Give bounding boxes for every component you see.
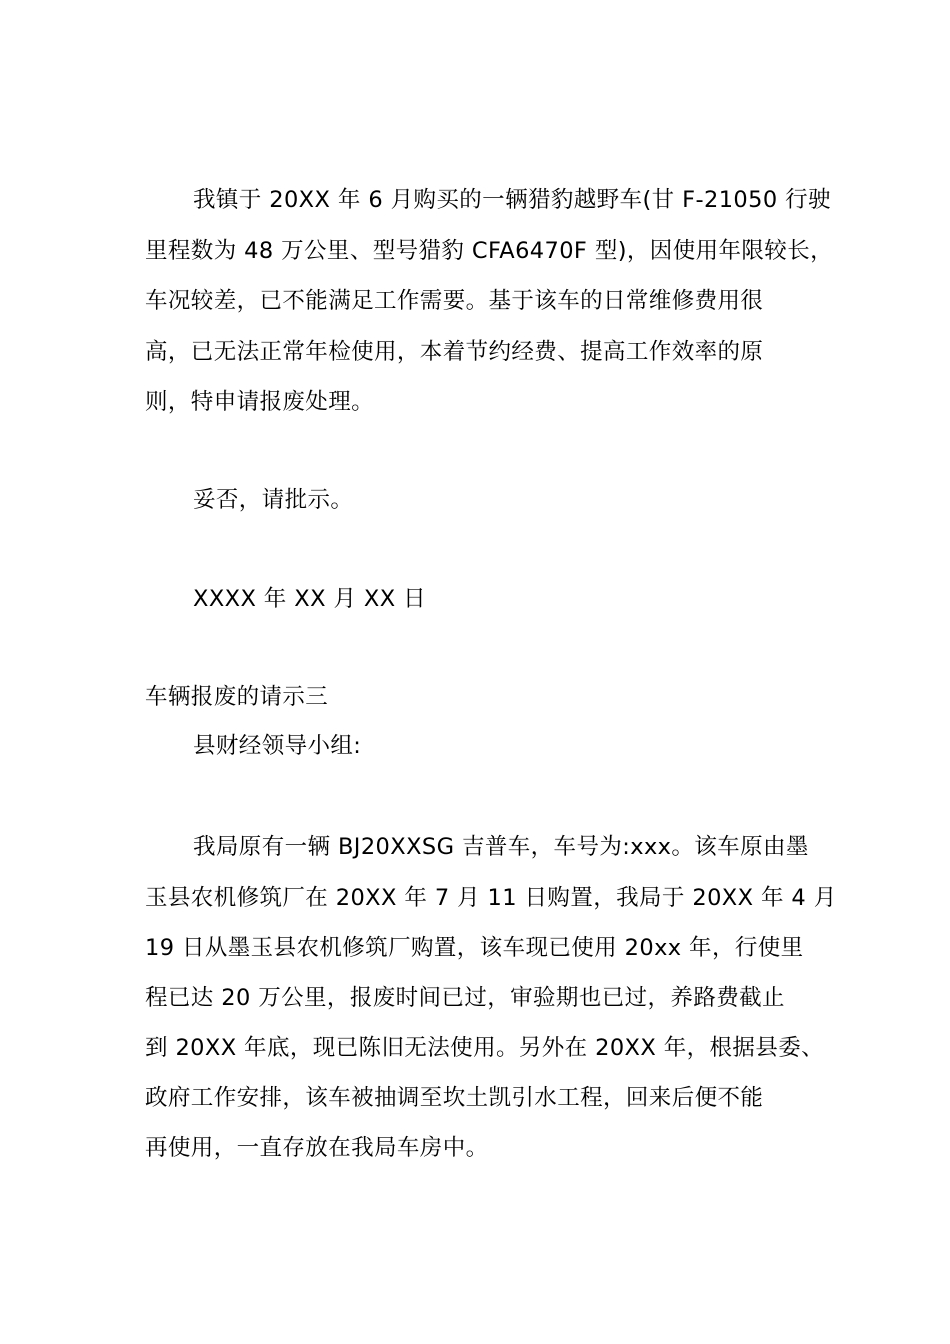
paragraph-2-line-5: 到 20XX 年底，现已陈旧无法使用。另外在 20XX 年，根据县委、 [145, 1035, 825, 1061]
salutation: 县财经领导小组: [193, 733, 362, 759]
section-title: 车辆报废的请示三 [145, 684, 329, 710]
paragraph-1-line-3: 车况较差，已不能满足工作需要。基于该车的日常维修费用很 [145, 288, 764, 314]
paragraph-2-line-2: 玉县农机修筑厂在 20XX 年 7 月 11 日购置，我局于 20XX 年 4 月 [145, 885, 837, 911]
paragraph-2-line-6: 政府工作安排，该车被抽调至坎土凯引水工程，回来后便不能 [145, 1085, 764, 1111]
paragraph-2-line-3: 19 日从墨玉县农机修筑厂购置，该车现已使用 20xx 年，行使里 [145, 935, 804, 961]
paragraph-2-line-1: 我局原有一辆 BJ20XXSG 吉普车，车号为:xxx。该车原由墨 [193, 834, 809, 860]
paragraph-1-line-1: 我镇于 20XX 年 6 月购买的一辆猎豹越野车(甘 F-21050 行驶 [193, 187, 831, 213]
closing-line: 妥否，请批示。 [193, 487, 354, 513]
paragraph-1-line-5: 则，特申请报废处理。 [145, 389, 375, 415]
paragraph-2-line-7: 再使用，一直存放在我局车房中。 [145, 1135, 489, 1161]
date-line: XXXX 年 XX 月 XX 日 [193, 586, 426, 612]
paragraph-2-line-4: 程已达 20 万公里，报废时间已过，审验期也已过，养路费截止 [145, 985, 785, 1011]
paragraph-1-line-2: 里程数为 48 万公里、型号猎豹 CFA6470F 型)，因使用年限较长， [145, 238, 833, 264]
paragraph-1-line-4: 高，已无法正常年检使用，本着节约经费、提高工作效率的原 [145, 339, 764, 365]
